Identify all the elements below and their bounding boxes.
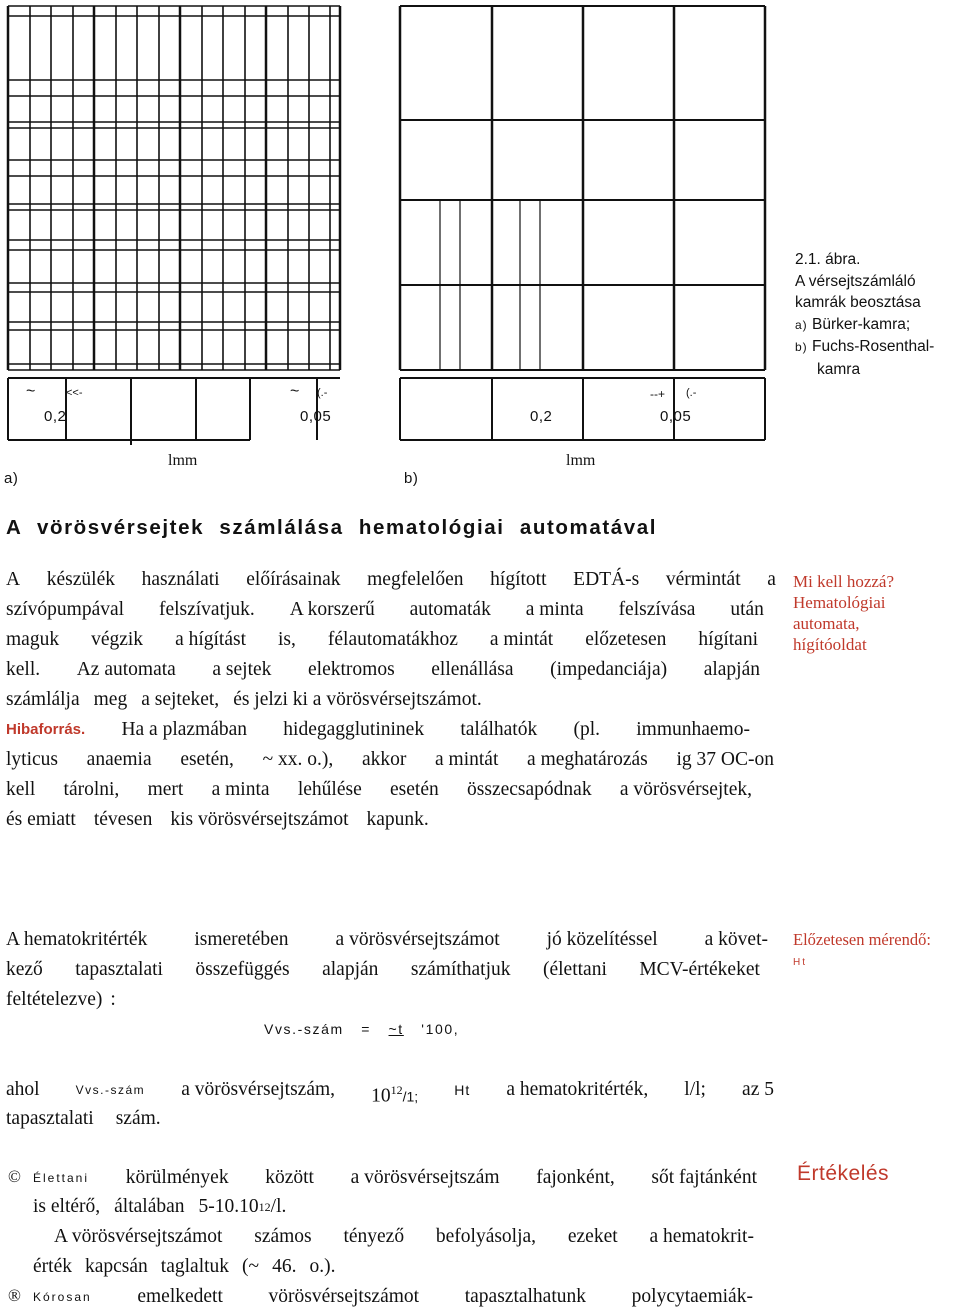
text-run: készülék	[46, 569, 115, 590]
text-run: a sejteket,	[141, 689, 220, 710]
text-run: félautomatákhoz	[327, 629, 458, 650]
text-run: a vörösvérsejtszám,	[181, 1079, 336, 1100]
text-run: előírásainak	[246, 569, 341, 590]
text-run: hígítani	[698, 629, 758, 650]
text-run: között	[265, 1167, 314, 1188]
text-line	[6, 745, 774, 775]
text-run: esetén	[390, 779, 439, 800]
text-run: akkor	[361, 749, 407, 770]
text-line	[33, 1282, 753, 1312]
text-run: (pl.	[573, 719, 600, 740]
counting-chamber-figure	[0, 0, 780, 445]
text-run: kis vörösvérsejtszámot	[170, 809, 349, 830]
text-run: jó közelítéssel	[546, 929, 658, 950]
text-run: a minta	[211, 779, 270, 800]
text-run: felszívatjuk.	[158, 599, 255, 620]
text-run: taglaltuk	[160, 1256, 230, 1277]
unit-expression: $10^{12}/1$;	[371, 1083, 419, 1107]
margin-note-hematokrit	[793, 929, 931, 973]
text-run: tapasztalhatunk	[464, 1286, 587, 1307]
formula-lhs: Vvs.-szám	[264, 1021, 344, 1037]
spaced-term: Élettani	[33, 1171, 90, 1185]
text-line	[6, 985, 776, 1015]
panel-b-label: b)	[404, 470, 419, 487]
text-run: érték	[33, 1256, 72, 1277]
text-run: 46.	[272, 1256, 297, 1277]
text-run: a követ-	[704, 929, 768, 950]
text-run: a vörösvérsejtek,	[619, 779, 752, 800]
text-run: lehűlése	[297, 779, 362, 800]
text-line	[6, 685, 776, 715]
text-run: sőt fajtánként	[651, 1167, 757, 1188]
formula-eq: =	[361, 1021, 372, 1037]
text-run: ahol	[6, 1079, 40, 1100]
text-run: fajonként,	[536, 1167, 615, 1188]
text-line	[6, 565, 776, 595]
text-run: a minta	[525, 599, 584, 620]
panel-b-arrow-right: (.-	[686, 387, 697, 399]
margin-title-ertekeles: Értékelés	[797, 1162, 890, 1185]
text-run: emelkedett	[137, 1286, 223, 1307]
text-run: (élettani	[542, 959, 607, 980]
text-run: a hígítást	[175, 629, 247, 650]
panel-a-scale-005: 0,05	[300, 408, 332, 425]
bullet-icon: ©	[8, 1167, 21, 1186]
text-run: tapasztalati	[6, 1108, 94, 1129]
text-run: felszívása	[618, 599, 696, 620]
text-run: a vörösvérsejtszám	[350, 1167, 500, 1188]
text-run: .10	[234, 1196, 259, 1217]
text-run: l/l;	[684, 1079, 706, 1100]
panel-a-unit: lmm	[168, 452, 198, 469]
text-run: EDTÁ-s	[573, 569, 640, 590]
text-run: /l.	[270, 1196, 287, 1217]
text-run: Az automata	[76, 659, 176, 680]
text-run: a sejtek	[212, 659, 272, 680]
text-line	[33, 1163, 757, 1193]
text-run: elektromos	[308, 659, 395, 680]
text-run: A vörösvérsejtszámot	[54, 1226, 223, 1247]
text-run: találhatók	[460, 719, 538, 740]
text-run: is eltérő,	[33, 1196, 101, 1217]
text-run: (~	[242, 1256, 260, 1277]
text-run: anaemia	[86, 749, 152, 770]
text-line	[6, 775, 752, 805]
text-run: tárolni,	[63, 779, 120, 800]
text-run: 5-10	[198, 1196, 235, 1217]
margin-note-line: automata,	[793, 614, 860, 633]
text-line	[6, 805, 776, 835]
panel-a-arrow-right: (.-	[317, 387, 328, 399]
text-run: előzetesen	[585, 629, 667, 650]
text-run: alapján	[322, 959, 379, 980]
caption-line: 2.1. ábra.	[795, 251, 861, 268]
margin-note-line: Hematológiai	[793, 593, 886, 612]
bullet-icon: ®	[8, 1286, 21, 1305]
caption-item: b) Fuchs-Rosenthal-	[795, 338, 935, 355]
text-line hibaforras-line	[6, 715, 750, 745]
text-line	[6, 1104, 776, 1134]
text-run: a mintát	[435, 749, 499, 770]
text-run: kapcsán	[84, 1256, 148, 1277]
text-run: tényező	[343, 1226, 405, 1247]
text-run: hígított	[490, 569, 547, 590]
burker-chamber-grid	[8, 6, 340, 445]
text-run: immunhaemo-	[636, 719, 750, 740]
text-line	[54, 1222, 754, 1252]
text-run: ismeretében	[194, 929, 289, 950]
text-run: MCV-értékeket	[639, 959, 760, 980]
symbol-vvs: Vvs.-szám	[75, 1083, 146, 1097]
text-run: feltételezve)	[6, 989, 103, 1010]
text-run: és jelzi ki a vörösvérsejtszámot.	[233, 689, 482, 710]
text-run: a hematokritérték,	[506, 1079, 649, 1100]
text-run: a hematokrit-	[649, 1226, 754, 1247]
text-run: (impedanciája)	[550, 659, 668, 680]
text-run: megfelelően	[367, 569, 464, 590]
text-line	[6, 925, 768, 955]
text-run: befolyásolja,	[435, 1226, 537, 1247]
text-run: :	[110, 989, 116, 1010]
text-run: kell	[6, 779, 36, 800]
margin-note	[793, 571, 894, 655]
fuchs-rosenthal-grid	[400, 6, 765, 440]
text-run: kező	[6, 959, 43, 980]
margin-note-line: hígítóoldat	[793, 635, 867, 654]
text-run: kapunk.	[366, 809, 429, 830]
text-run: maguk	[6, 629, 60, 650]
text-run: A hematokritérték	[6, 929, 148, 950]
text-run: az 5	[742, 1079, 774, 1100]
text-run: körülmények	[125, 1167, 229, 1188]
panel-a-label: a)	[4, 470, 19, 487]
text-run: is,	[278, 629, 296, 650]
text-run: tapasztalati	[75, 959, 163, 980]
text-run: és emiatt	[6, 809, 76, 830]
panel-b-unit: lmm	[566, 452, 596, 469]
text-run: ~ xx. o.),	[262, 749, 334, 770]
text-run: A	[6, 569, 21, 590]
text-run: mert	[147, 779, 184, 800]
text-run: a	[767, 569, 776, 590]
text-line	[6, 625, 758, 655]
text-run: kell.	[6, 659, 41, 680]
text-run: hidegagglutininek	[283, 719, 425, 740]
text-run: automaták	[409, 599, 491, 620]
text-run: tévesen	[93, 809, 153, 830]
text-run: o.).	[309, 1256, 336, 1277]
caption-item: a) Bürker-kamra;	[795, 315, 911, 333]
panel-a-scale-02: 0,2	[44, 408, 67, 425]
text-run: után	[730, 599, 764, 620]
text-run: polycytaemiák-	[631, 1286, 753, 1307]
panel-b-arrow: --+	[650, 387, 665, 401]
text-run: lyticus	[6, 749, 58, 770]
text-run: vérmintát	[665, 569, 741, 590]
formula-mid: ~t	[388, 1021, 404, 1037]
panel-b-scale-02: 0,2	[530, 408, 553, 425]
text-run: számíthatjuk	[410, 959, 511, 980]
text-line	[6, 655, 760, 685]
symbol-ht: Ht	[454, 1082, 471, 1098]
text-run: a mintát	[489, 629, 554, 650]
panel-b-scale-005: 0,05	[660, 408, 692, 425]
text-run: vörösvérsejtszámot	[268, 1286, 420, 1307]
text-line	[6, 595, 764, 625]
panel-a-symbol-right: ~	[290, 383, 300, 400]
caption-line: kamrák beosztása	[795, 294, 921, 311]
section-title: A vörösvérsejtek számlálása hematológiai automatával	[6, 516, 658, 539]
text-run: összefüggés	[195, 959, 290, 980]
text-line	[6, 955, 760, 985]
text-run: Ha a plazmában	[121, 719, 248, 740]
text-run: alapján	[703, 659, 760, 680]
panel-a-arrow: <<-	[66, 387, 83, 399]
text-run: szívópumpával	[6, 599, 125, 620]
formula-rhs: '100,	[421, 1021, 460, 1037]
caption-line: A vérsejtszámláló	[795, 272, 916, 290]
text-run: esetén,	[180, 749, 234, 770]
formula	[264, 1021, 459, 1037]
text-line	[33, 1252, 803, 1282]
text-line	[33, 1192, 803, 1222]
text-run: szám.	[115, 1108, 161, 1129]
text-run: ig 37 OC-on	[676, 749, 774, 770]
text-run: számos	[254, 1226, 312, 1247]
figure-caption	[795, 249, 934, 380]
spaced-term: Kórosan	[33, 1290, 92, 1304]
panel-a-symbol-left: ~	[26, 383, 36, 400]
text-run: általában	[114, 1196, 185, 1217]
text-run: A korszerű	[289, 599, 375, 620]
margin-note-title: Mi kell hozzá?	[793, 572, 895, 591]
text-run: összecsapódnak	[467, 779, 592, 800]
margin-title: Előzetesen mérendő:	[793, 930, 931, 949]
text-run: ezeket	[567, 1226, 618, 1247]
text-run: végzik	[91, 629, 144, 650]
caption-item: kamra	[817, 360, 861, 378]
text-run: a meghatározás	[527, 749, 648, 770]
text-run: a vörösvérsejtszámot	[335, 929, 500, 950]
text-run: használati	[141, 569, 220, 590]
text-run: számlálja	[6, 689, 80, 710]
text-run: ellenállása	[431, 659, 514, 680]
superscript: 12	[258, 1200, 271, 1214]
text-run: meg	[93, 689, 128, 710]
margin-sub: Ht	[793, 957, 807, 968]
hibaforras-label: Hibaforrás.	[6, 721, 86, 738]
